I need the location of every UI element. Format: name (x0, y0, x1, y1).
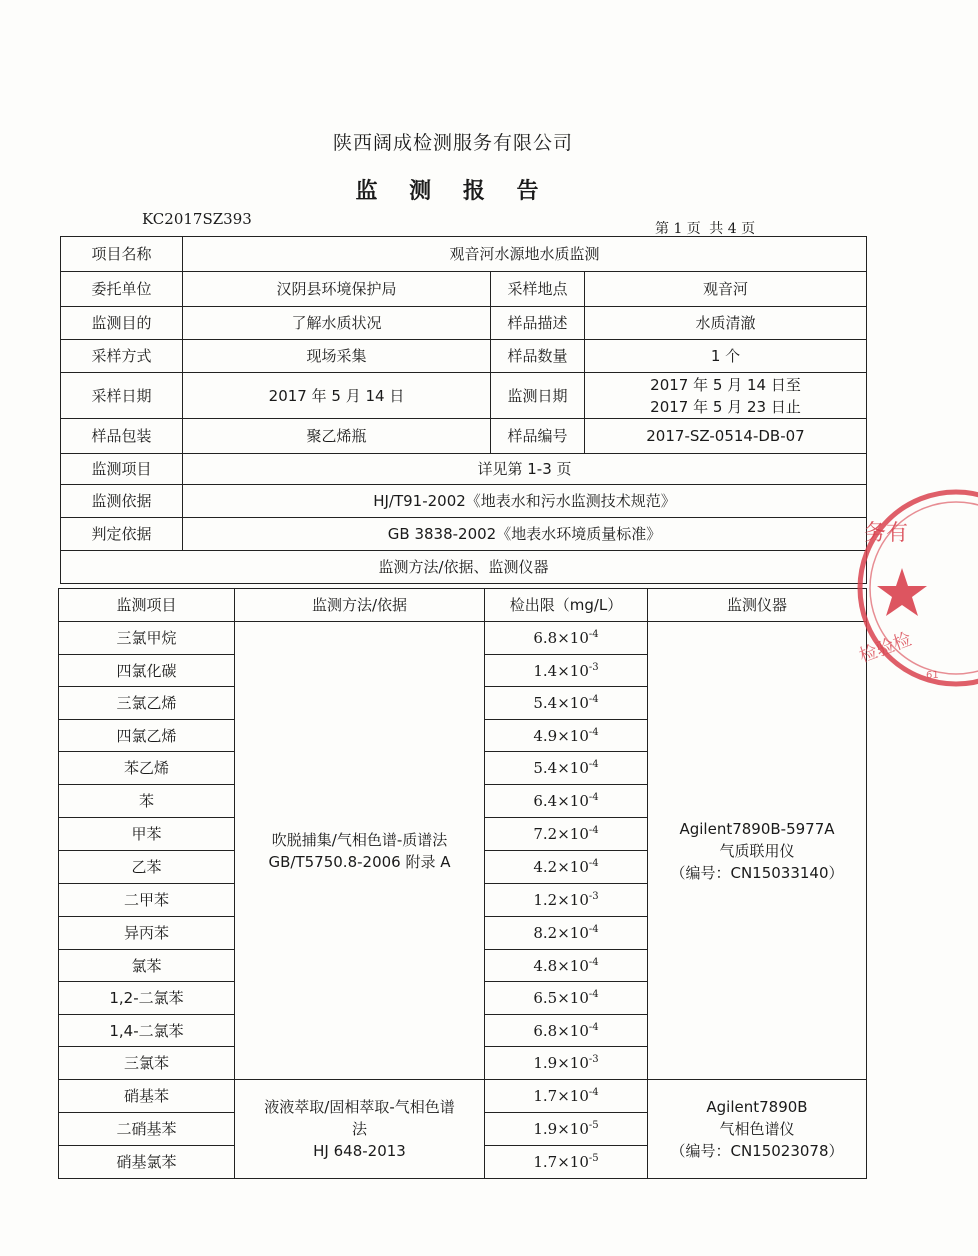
purpose-label: 监测目的 (61, 307, 183, 340)
instrument-group-2-line-3: （编号：CN15023078） (670, 1142, 844, 1160)
report-title: 监 测 报 告 (355, 179, 551, 204)
purpose-value: 了解水质状况 (183, 307, 491, 340)
limit-exponent: -4 (588, 956, 599, 968)
method-group-1-line-2: GB/T5750.8-2006 附录 A (268, 852, 451, 871)
detection-limit (485, 785, 648, 818)
detection-limit (485, 1113, 648, 1146)
limit-base: 4.9×10 (533, 726, 589, 745)
limit-exponent: -4 (588, 759, 599, 770)
judge-label: 判定依据 (61, 518, 183, 551)
header-limit: 检出限（mg/L） (485, 589, 648, 622)
detection-limit (485, 1146, 648, 1179)
header-method: 监测方法/依据 (235, 589, 485, 622)
limit-base: 1.7×10 (533, 1087, 589, 1105)
method-row (59, 622, 867, 655)
project-label: 项目名称 (61, 237, 183, 272)
detection-limit (485, 1015, 648, 1047)
limit-base: 4.2×10 (533, 858, 589, 876)
monitoring-date-value (585, 373, 867, 419)
limit-exponent: -4 (588, 694, 599, 705)
site-value: 观音河 (585, 272, 867, 307)
limit-base: 1.9×10 (533, 1120, 589, 1138)
method-group-1 (235, 622, 485, 1080)
item-name: 异丙苯 (59, 917, 235, 950)
detection-limit (485, 818, 648, 851)
detection-limit (485, 851, 648, 884)
monitoring-date-end: 2017 年 5 月 23 日止 (650, 397, 801, 416)
client-label: 委托单位 (61, 272, 183, 307)
detection-limit (485, 917, 648, 950)
limit-exponent: -4 (588, 1021, 599, 1033)
header-item: 监测项目 (59, 589, 235, 622)
basis-label: 监测依据 (61, 485, 183, 518)
item-name: 三氯乙烯 (59, 687, 235, 720)
limit-base: 1.7×10 (533, 1153, 589, 1171)
instrument-group-2-line-2: 气相色谱仪 (719, 1120, 795, 1138)
detection-limit (485, 720, 648, 752)
limit-exponent: -4 (588, 629, 599, 640)
limit-base: 6.5×10 (533, 989, 589, 1007)
limit-base: 1.2×10 (533, 891, 589, 909)
method-row (59, 1080, 867, 1113)
official-seal (838, 488, 958, 688)
detection-limit (485, 982, 648, 1015)
items-label: 监测项目 (61, 454, 183, 485)
item-name: 氯苯 (59, 950, 235, 982)
limit-base: 6.8×10 (533, 1021, 589, 1040)
instrument-group-1-line-2: 气质联用仪 (719, 841, 795, 860)
detection-limit (485, 622, 648, 655)
limit-exponent: -4 (588, 792, 599, 803)
limit-base: 8.2×10 (533, 924, 589, 942)
instrument-group-1 (648, 622, 867, 1080)
svg-text:务有: 务有 (864, 521, 909, 546)
method-group-2-line-3: HJ 648-2013 (313, 1142, 406, 1160)
instrument-group-1-line-3: （编号：CN15033140） (670, 863, 844, 882)
sampling-date-value: 2017 年 5 月 14 日 (183, 373, 491, 419)
item-name: 硝基苯 (59, 1080, 235, 1113)
desc-value: 水质清澈 (585, 307, 867, 340)
detection-limit (485, 884, 648, 917)
item-name: 苯乙烯 (59, 752, 235, 785)
sampling-method-label: 采样方式 (61, 340, 183, 373)
limit-exponent: -5 (588, 1153, 599, 1164)
packaging-label: 样品包装 (61, 419, 183, 454)
method-group-2 (235, 1080, 485, 1179)
limit-base: 7.2×10 (533, 825, 589, 843)
instrument-group-2-line-1: Agilent7890B (706, 1098, 808, 1116)
header-instrument: 监测仪器 (648, 589, 867, 622)
svg-text:检验检: 检验检 (856, 628, 915, 668)
svg-text:61: 61 (926, 670, 939, 681)
limit-exponent: -5 (588, 1120, 599, 1131)
item-name: 三氯甲烷 (59, 622, 235, 655)
info-table (60, 236, 867, 584)
limit-base: 5.4×10 (533, 759, 589, 777)
limit-exponent: -4 (588, 825, 599, 836)
sampling-date-label: 采样日期 (61, 373, 183, 419)
instrument-group-2 (648, 1080, 867, 1179)
methods-table (58, 588, 867, 1179)
item-name: 乙苯 (59, 851, 235, 884)
detection-limit (485, 1047, 648, 1080)
item-name: 四氯化碳 (59, 655, 235, 687)
limit-exponent: -4 (588, 858, 599, 869)
monitoring-date-start: 2017 年 5 月 14 日至 (650, 375, 801, 394)
method-group-2-line-2: 法 (351, 1120, 367, 1138)
company-name: 陕西阔成检测服务有限公司 (332, 132, 573, 154)
client-value: 汉阴县环境保护局 (183, 272, 491, 307)
item-name: 甲苯 (59, 818, 235, 851)
sample-code-label: 样品编号 (491, 419, 585, 454)
method-group-1-line-1: 吹脱捕集/气相色谱-质谱法 (271, 830, 448, 849)
item-name: 1,2-二氯苯 (59, 982, 235, 1015)
detection-limit (485, 655, 648, 687)
limit-base: 4.8×10 (533, 956, 589, 975)
limit-exponent: -3 (588, 1054, 599, 1065)
detection-limit (485, 1080, 648, 1113)
method-group-2-line-1: 液液萃取/固相萃取-气相色谱 (264, 1098, 455, 1116)
page-info (655, 218, 759, 238)
item-name: 三氯苯 (59, 1047, 235, 1080)
items-value: 详见第 1-3 页 (183, 454, 867, 485)
limit-exponent: -4 (588, 989, 599, 1000)
section-title: 监测方法/依据、监测仪器 (61, 551, 867, 584)
instrument-group-1-line-1: Agilent7890B-5977A (679, 819, 835, 838)
limit-base: 6.4×10 (533, 792, 589, 810)
limit-base: 6.8×10 (533, 629, 589, 647)
detection-limit (485, 752, 648, 785)
detection-limit (485, 687, 648, 720)
judge-value: GB 3838-2002《地表水环境质量标准》 (183, 518, 867, 551)
quantity-label: 样品数量 (491, 340, 585, 373)
detection-limit (485, 950, 648, 982)
limit-base: 1.9×10 (533, 1054, 589, 1072)
limit-exponent: -3 (588, 661, 599, 673)
sample-code-value: 2017-SZ-0514-DB-07 (585, 419, 867, 454)
quantity-value: 1 个 (585, 340, 867, 373)
limit-exponent: -4 (588, 1087, 599, 1098)
desc-label: 样品描述 (491, 307, 585, 340)
page-total: 共 4 页 (709, 221, 756, 237)
item-name: 硝基氯苯 (59, 1146, 235, 1179)
item-name: 二甲苯 (59, 884, 235, 917)
sampling-method-value: 现场采集 (183, 340, 491, 373)
item-name: 1,4-二氯苯 (59, 1015, 235, 1047)
packaging-value: 聚乙烯瓶 (183, 419, 491, 454)
site-label: 采样地点 (491, 272, 585, 307)
page-number: 第 1 页 (655, 221, 701, 237)
limit-base: 5.4×10 (533, 694, 589, 712)
item-name: 二硝基苯 (59, 1113, 235, 1146)
basis-value: HJ/T91-2002《地表水和污水监测技术规范》 (183, 485, 867, 518)
item-name: 苯 (59, 785, 235, 818)
report-number: KC2017SZ393 (142, 210, 252, 228)
project-value: 观音河水源地水质监测 (183, 237, 867, 272)
limit-exponent: -4 (588, 726, 599, 738)
limit-exponent: -3 (588, 891, 599, 902)
monitoring-date-label: 监测日期 (491, 373, 585, 419)
limit-exponent: -4 (588, 924, 599, 935)
limit-base: 1.4×10 (533, 661, 589, 680)
item-name: 四氯乙烯 (59, 720, 235, 752)
